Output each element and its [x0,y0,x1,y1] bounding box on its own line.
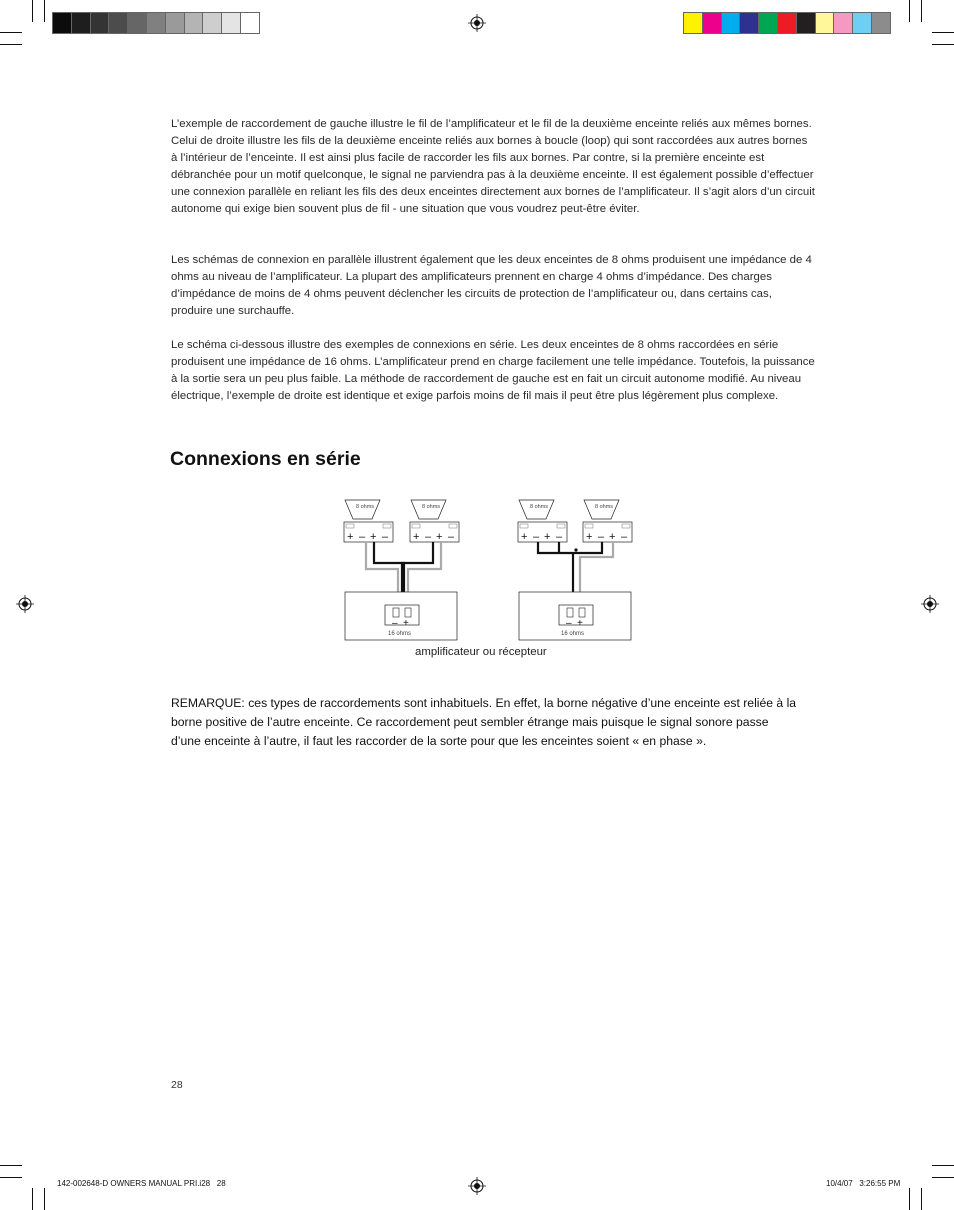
color-swatch [240,12,260,34]
print-slug-timestamp: 10/4/07 3:26:55 PM [826,1179,901,1188]
color-swatch [796,12,816,34]
plus-sign: + [403,618,409,629]
minus-sign: – [533,531,540,543]
color-swatch [739,12,759,34]
minus-sign: – [621,531,628,543]
color-swatch [184,12,204,34]
minus-sign: – [448,531,455,543]
color-swatch [90,12,110,34]
speaker-icon [583,500,632,543]
minus-sign: – [392,618,398,629]
color-swatch [108,12,128,34]
amplifier-terminal-panel [385,605,419,625]
color-swatch [815,12,835,34]
body-paragraph: L’exemple de raccordement de gauche illustre le fil de l’amplificateur et le fil de la deuxième enceinte reliés aux mêmes bornes. Celui de droite illustre les fils de la deuxième enceinte reliés aux bornes à boucle (loop) qui sont raccordées aux autres bornes à l’intérieur de l’enceinte. Il est ainsi plus facile de raccorder les fils aux bornes. Par contre, si la première enceinte est débranchée pour un motif quelconque, le signal ne parviendra pas à la deuxième enceinte. Il est également possible d’effectuer une connexion parallèle en reliant les fils des deux enceintes directement aux bornes de l’amplificateur. Il s’agit alors d’un circuit autonome qui exige bien souvent plus de fil - une situation que vous voudrez peut-être éviter. [171,118,815,215]
color-swatch [871,12,891,34]
remark-paragraph: REMARQUE: ces types de raccordements sont inhabituels. En effet, la borne négative d’une enceinte est reliée à la borne positive de l’autre enceinte. Ce raccordement peut sembler étrange mais puisque le signal sonore passe d’une enceinte à l’autre, il faut les raccorder de la sorte pour que les enceintes soient « en phase ». [171,696,797,748]
color-swatch [221,12,241,34]
speaker-impedance-label: 8 ohms [422,504,441,510]
junction-dot [574,548,577,551]
plus-sign: + [609,531,616,543]
amplifier-impedance-label: 16 ohms [561,631,585,637]
minus-sign: – [598,531,605,543]
color-swatch [833,12,853,34]
plus-sign: + [413,531,420,543]
color-swatch [683,12,703,34]
minus-sign: – [425,531,432,543]
grayscale-color-bar [52,12,259,34]
body-paragraph: Le schéma ci-dessous illustre des exemples de connexions en série. Les deux enceintes de 8 ohms raccordées en série produisent une impédance de 16 ohms. L’amplificateur prend en charge facilement une telle impédance. Toutefois, la puissance à la sortie sera un peu plus faible. La méthode de raccordement de gauche est en fait un circuit autonome modifié. Au niveau électrique, l’exemple de droite est identique et exige parfois moins de fil mais il peut être plus légèrement plus complexe. [171,339,815,402]
color-swatch [852,12,872,34]
body-paragraph: Les schémas de connexion en parallèle illustrent également que les deux enceintes de 8 ohms produisent une impédance de 4 ohms au niveau de l’amplificateur. La plupart des amplificateurs prennent en charge 4 ohms d’impédance. Des charges d’impédance de moins de 4 ohms peuvent déclencher les circuits de protection de l’amplificateur ou, dans certains cas, produire une surchauffe. [171,254,812,317]
print-slug-filename: 142-002648-D OWNERS MANUAL PRI.i28 28 [57,1179,226,1188]
speaker-impedance-label: 8 ohms [356,504,375,510]
plus-sign: + [370,531,377,543]
amplifier-impedance-label: 16 ohms [388,631,412,637]
plus-sign: + [521,531,528,543]
speaker-icon [410,500,459,543]
color-swatch [702,12,722,34]
right-series-example [518,500,632,640]
minus-sign: – [566,618,572,629]
page-number: 28 [171,1079,183,1091]
registration-mark-icon [16,595,34,613]
speaker-icon [518,500,567,543]
amplifier-terminal-panel [559,605,593,625]
minus-sign: – [359,531,366,543]
color-swatch [52,12,72,34]
color-swatch [146,12,166,34]
process-color-bar [683,12,890,34]
color-swatch [758,12,778,34]
color-swatch [777,12,797,34]
speaker-impedance-label: 8 ohms [530,504,549,510]
diagram-caption: amplificateur ou récepteur [415,646,547,658]
left-series-example [344,500,459,640]
plus-sign: + [586,531,593,543]
minus-sign: – [556,531,563,543]
color-swatch [71,12,91,34]
minus-sign: – [382,531,389,543]
color-swatch [127,12,147,34]
color-swatch [165,12,185,34]
color-swatch [721,12,741,34]
plus-sign: + [544,531,551,543]
registration-mark-icon [921,595,939,613]
black-wire [538,542,602,553]
plus-sign: + [436,531,443,543]
plus-sign: + [577,618,583,629]
plus-sign: + [347,531,354,543]
registration-mark-icon [468,1177,486,1195]
color-swatch [202,12,222,34]
speaker-impedance-label: 8 ohms [595,504,614,510]
registration-mark-icon [468,14,486,32]
series-wiring-diagram [330,495,640,645]
speaker-icon [344,500,393,543]
section-heading: Connexions en série [170,448,361,470]
